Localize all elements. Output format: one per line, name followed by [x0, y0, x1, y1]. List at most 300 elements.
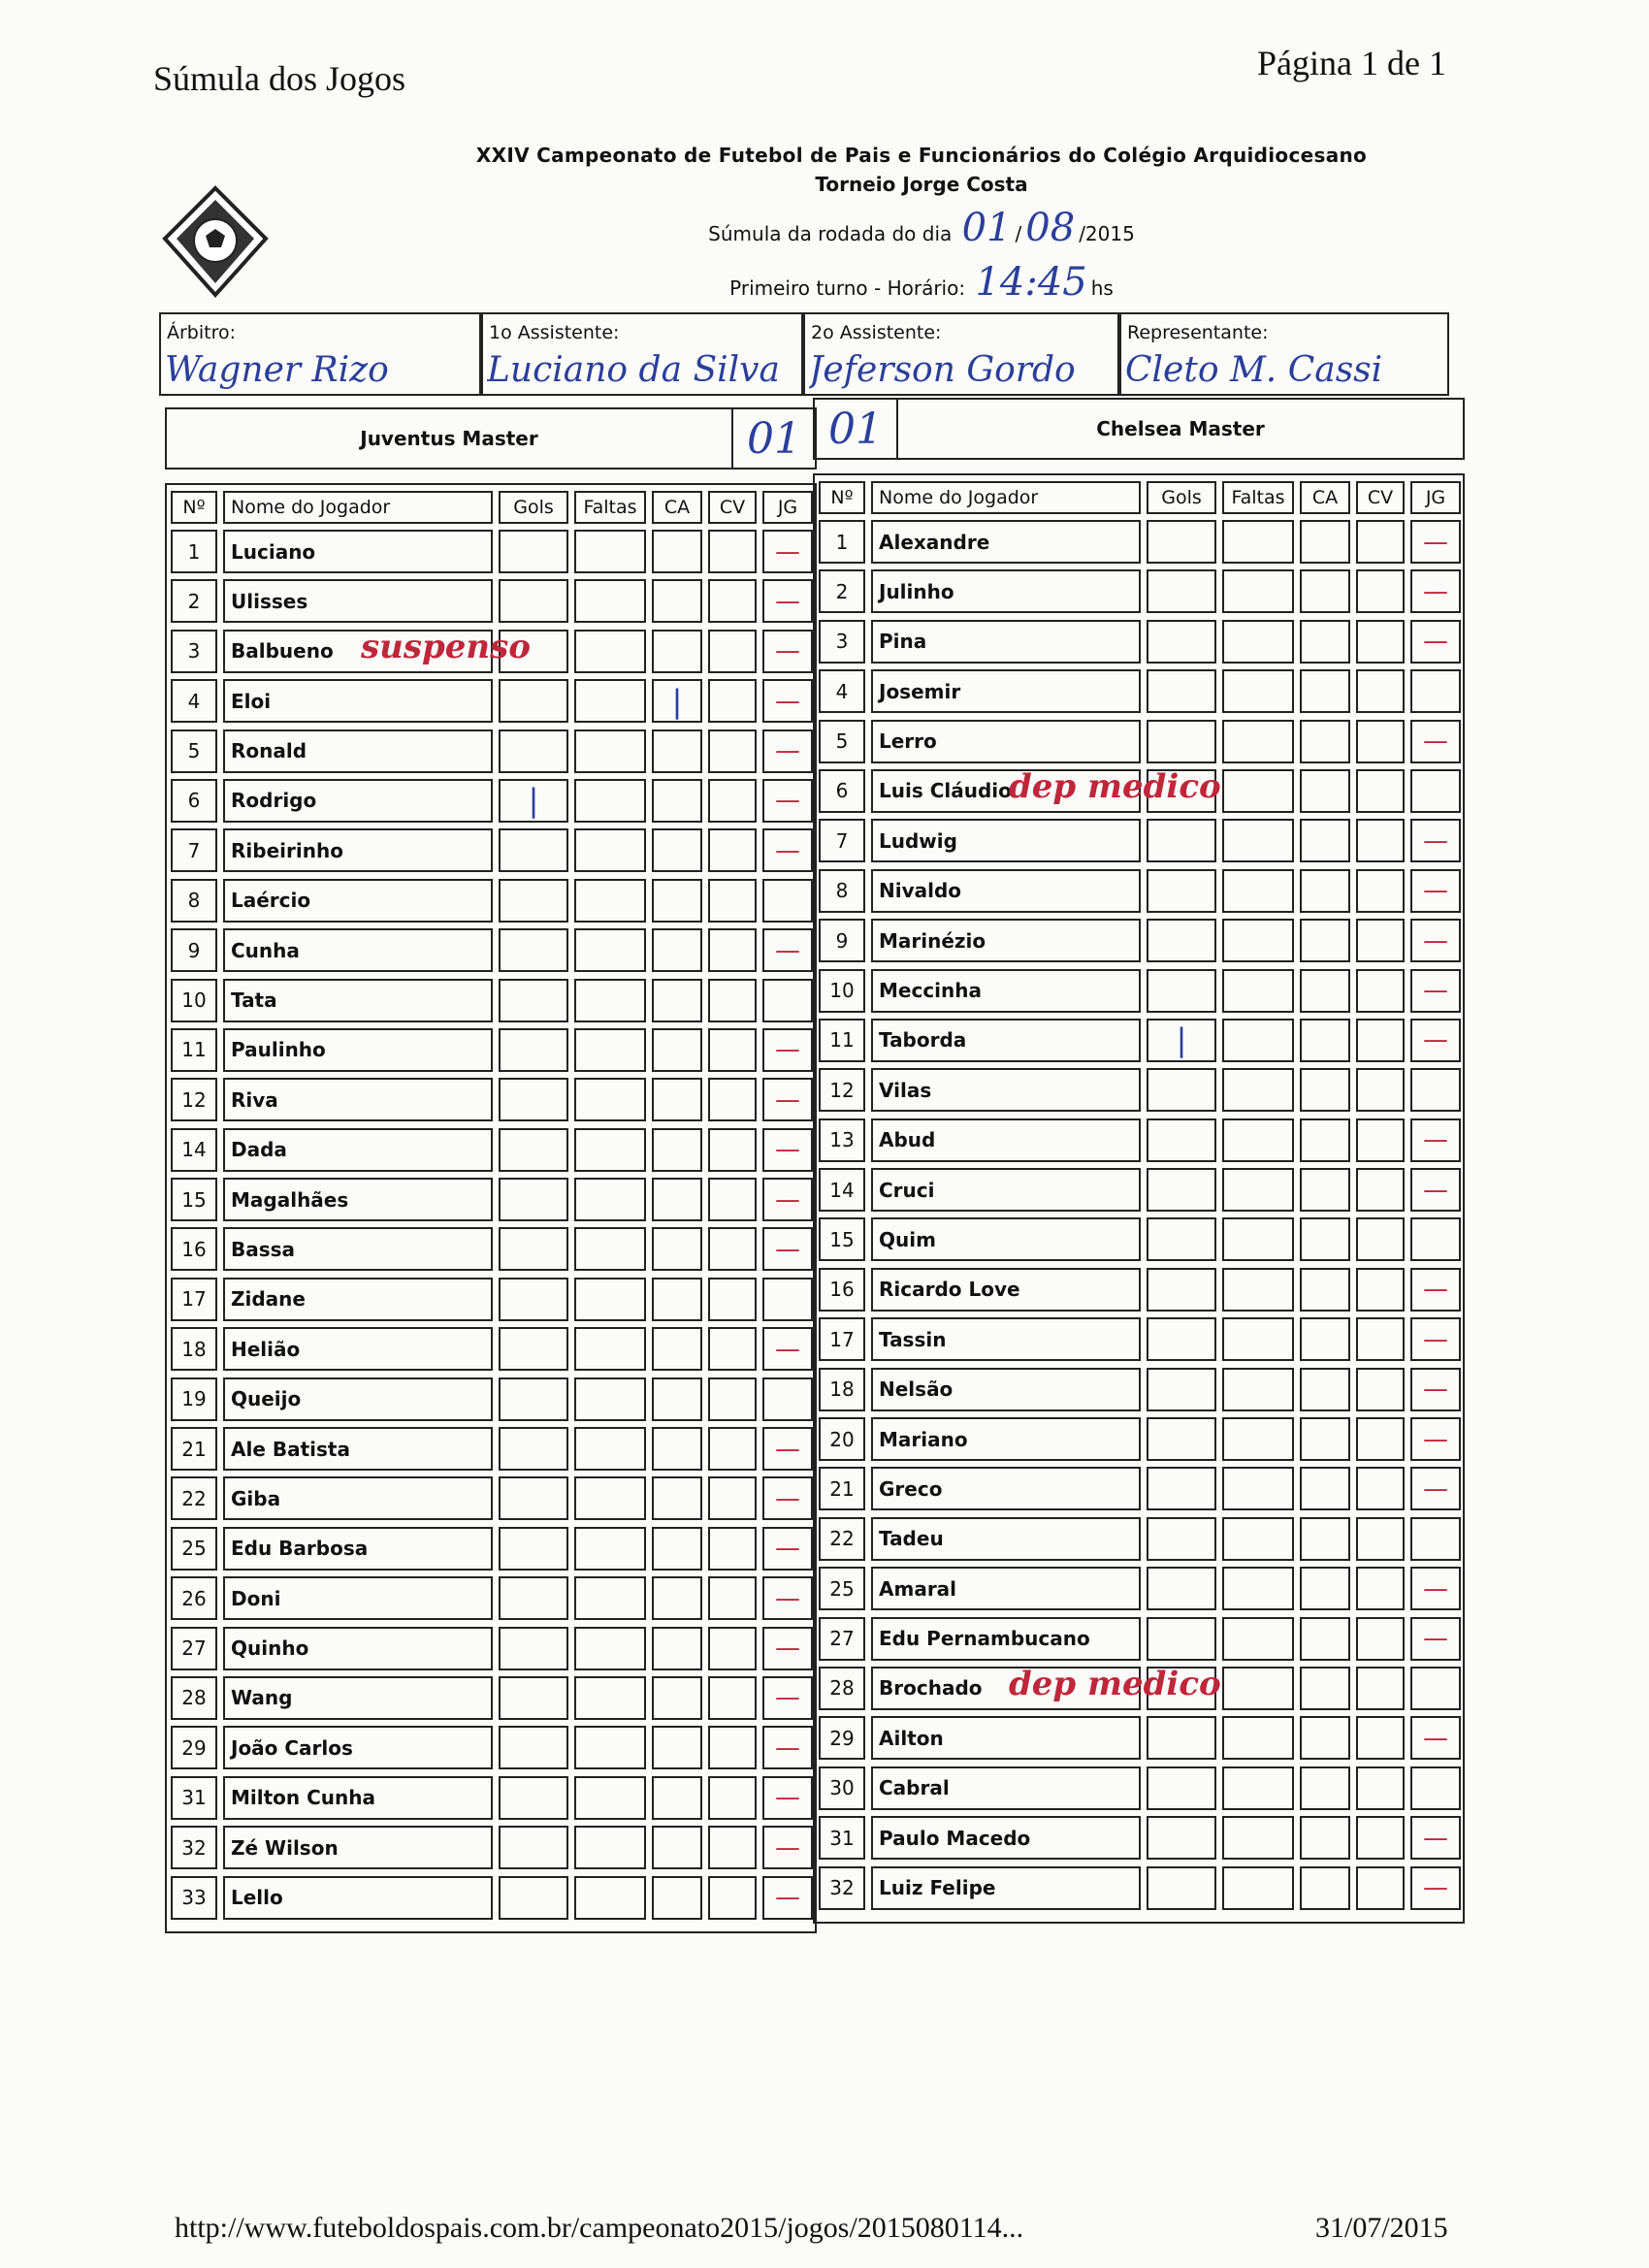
player-number: 10 — [819, 969, 865, 1013]
red-card-cell — [1356, 1667, 1405, 1710]
col-num: Nº — [171, 491, 217, 524]
player-name: Taborda — [871, 1019, 1141, 1062]
player-row — [171, 1876, 811, 1920]
yellow-card-cell — [652, 630, 702, 673]
player-number: 28 — [171, 1676, 217, 1720]
fouls-cell — [574, 1178, 646, 1221]
player-name: Zé Wilson — [223, 1826, 493, 1869]
yellow-card-cell — [652, 1178, 702, 1221]
col-fouls: Faltas — [1222, 481, 1294, 514]
goals-cell — [499, 679, 568, 723]
played-cell — [1410, 769, 1461, 813]
player-number: 25 — [171, 1527, 217, 1571]
goals-cell — [499, 579, 568, 623]
player-row — [171, 779, 811, 823]
fouls-cell — [574, 1826, 646, 1869]
player-row — [819, 1816, 1459, 1860]
fouls-cell — [1222, 1866, 1294, 1910]
player-number: 29 — [819, 1716, 865, 1760]
player-row — [819, 1467, 1459, 1510]
player-row — [819, 919, 1459, 962]
yellow-card-cell — [1300, 1118, 1350, 1162]
player-number: 7 — [819, 819, 865, 862]
representative-name: Cleto M. Cassi — [1125, 350, 1383, 390]
goals-cell — [1147, 819, 1216, 862]
yellow-card-cell — [1300, 1716, 1350, 1760]
fouls-cell — [574, 1227, 646, 1271]
yellow-card-cell — [652, 1627, 702, 1670]
red-card-cell — [1356, 520, 1405, 564]
player-number: 31 — [819, 1816, 865, 1860]
fouls-cell — [574, 879, 646, 923]
player-name: Ricardo Love — [871, 1268, 1141, 1312]
officials-row — [159, 312, 1449, 396]
fouls-cell — [1222, 1168, 1294, 1212]
player-name: Abud — [871, 1118, 1141, 1162]
fouls-cell — [1222, 1118, 1294, 1162]
column-headers — [819, 481, 1459, 514]
referee-label: Árbitro: — [167, 322, 237, 343]
fouls-cell — [574, 679, 646, 723]
red-card-cell — [708, 1527, 757, 1571]
fouls-cell — [1222, 620, 1294, 664]
player-row — [171, 1278, 811, 1321]
red-card-cell — [1356, 1268, 1405, 1312]
fouls-cell — [574, 1676, 646, 1720]
played-cell: — — [1410, 969, 1461, 1013]
player-number: 19 — [171, 1377, 217, 1421]
goals-cell — [499, 1576, 568, 1620]
yellow-card-cell — [652, 1876, 702, 1920]
assistant1-box — [481, 312, 803, 396]
fouls-cell — [1222, 1467, 1294, 1510]
red-card-cell — [708, 828, 757, 872]
yellow-card-cell — [652, 1726, 702, 1769]
col-ca: CA — [652, 491, 702, 524]
player-number: 4 — [819, 669, 865, 713]
player-name: Ailton — [871, 1716, 1141, 1760]
time-value: 14:45 — [975, 260, 1087, 305]
player-name: Julinho — [871, 569, 1141, 613]
team-right-header — [813, 398, 1465, 460]
player-row — [171, 729, 811, 773]
played-cell: — — [1410, 819, 1461, 862]
player-name: Tassin — [871, 1317, 1141, 1361]
player-number: 6 — [819, 769, 865, 813]
red-card-cell — [708, 530, 757, 573]
date-line: Súmula da rodada do dia 01 / 08 /2015 — [708, 206, 1135, 250]
red-card-cell — [708, 1876, 757, 1920]
yellow-card-cell — [1300, 769, 1350, 813]
red-card-cell — [1356, 969, 1405, 1013]
red-card-cell — [708, 1377, 757, 1421]
played-cell: — — [762, 1078, 813, 1121]
played-cell: — — [1410, 1567, 1461, 1610]
played-cell — [762, 979, 813, 1022]
played-cell: — — [762, 1527, 813, 1571]
red-card-cell — [708, 979, 757, 1022]
fouls-cell — [574, 779, 646, 823]
goals-cell — [499, 1726, 568, 1769]
player-row — [819, 620, 1459, 664]
played-cell: — — [762, 1178, 813, 1221]
played-cell: — — [762, 1227, 813, 1271]
team-right-score: 01 — [815, 400, 898, 458]
player-row — [171, 1178, 811, 1221]
yellow-card-cell — [652, 1776, 702, 1820]
team-left-score: 01 — [731, 409, 815, 468]
player-name: Ale Batista — [223, 1427, 493, 1471]
player-number: 18 — [819, 1368, 865, 1411]
col-cv: CV — [708, 491, 757, 524]
player-name: Marinézio — [871, 919, 1141, 962]
fouls-cell — [1222, 819, 1294, 862]
player-row — [819, 766, 1459, 813]
player-number: 15 — [171, 1178, 217, 1221]
team-right-panel — [813, 398, 1465, 1924]
player-row — [819, 520, 1459, 564]
player-row — [819, 1168, 1459, 1212]
player-row — [171, 1726, 811, 1769]
col-name: Nome do Jogador — [871, 481, 1141, 514]
player-number: 9 — [819, 919, 865, 962]
date-label: Súmula da rodada do dia — [708, 222, 953, 245]
goals-cell — [1147, 1368, 1216, 1411]
red-card-cell — [1356, 869, 1405, 913]
fouls-cell — [1222, 769, 1294, 813]
player-number: 9 — [171, 928, 217, 972]
date-day: 01 — [961, 206, 1012, 250]
player-row — [171, 1028, 811, 1072]
player-number: 8 — [171, 879, 217, 923]
player-number: 29 — [171, 1726, 217, 1769]
played-cell: — — [1410, 569, 1461, 613]
representative-label: Representante: — [1127, 322, 1269, 343]
player-number: 30 — [819, 1766, 865, 1810]
player-row — [171, 1776, 811, 1820]
played-cell: — — [1410, 869, 1461, 913]
red-card-cell — [708, 779, 757, 823]
player-number: 6 — [171, 779, 217, 823]
fouls-cell — [1222, 569, 1294, 613]
red-card-cell — [708, 1726, 757, 1769]
player-number: 17 — [171, 1278, 217, 1321]
played-cell — [762, 879, 813, 923]
goals-cell — [499, 1676, 568, 1720]
player-name: Quinho — [223, 1627, 493, 1670]
played-cell: — — [762, 1676, 813, 1720]
red-card-cell — [1356, 819, 1405, 862]
red-card-cell — [708, 630, 757, 673]
player-number: 7 — [171, 828, 217, 872]
played-cell: — — [1410, 520, 1461, 564]
handwritten-note: dep medico — [1009, 766, 1221, 806]
goals-cell — [1147, 1217, 1216, 1261]
yellow-card-cell — [1300, 1866, 1350, 1910]
goals-cell — [1147, 720, 1216, 763]
yellow-card-cell — [652, 1527, 702, 1571]
player-row — [171, 1128, 811, 1172]
red-card-cell — [708, 1128, 757, 1172]
yellow-card-cell — [652, 779, 702, 823]
player-number: 3 — [171, 630, 217, 673]
player-name: Balbueno suspenso — [223, 630, 493, 673]
yellow-card-cell — [1300, 1467, 1350, 1510]
player-name: Lello — [223, 1876, 493, 1920]
player-name: Helião — [223, 1327, 493, 1371]
player-name: Luiz Felipe — [871, 1866, 1141, 1910]
player-number: 12 — [171, 1078, 217, 1121]
fouls-cell — [1222, 1217, 1294, 1261]
player-row — [819, 819, 1459, 862]
time-line — [407, 260, 1436, 305]
player-number: 13 — [819, 1118, 865, 1162]
played-cell: — — [1410, 1168, 1461, 1212]
player-number: 14 — [819, 1168, 865, 1212]
fouls-cell — [574, 1278, 646, 1321]
played-cell: — — [762, 1627, 813, 1670]
player-row — [819, 1716, 1459, 1760]
red-card-cell — [708, 1427, 757, 1471]
goals-cell — [1147, 1816, 1216, 1860]
played-cell: — — [762, 1427, 813, 1471]
goals-cell — [1147, 1766, 1216, 1810]
player-row — [171, 1476, 811, 1520]
tournament-title: XXIV Campeonato de Futebol de Pais e Funcionários do Colégio Arquidiocesano — [475, 144, 1368, 167]
player-name: Vilas — [871, 1068, 1141, 1112]
fouls-cell — [1222, 669, 1294, 713]
yellow-card-cell — [1300, 1417, 1350, 1461]
assistant2-label: 2o Assistente: — [811, 322, 942, 343]
yellow-card-cell — [652, 1676, 702, 1720]
red-card-cell — [708, 928, 757, 972]
assistant2-name: Jeferson Gordo — [809, 350, 1076, 390]
played-cell: — — [1410, 1368, 1461, 1411]
goals-cell — [499, 1227, 568, 1271]
yellow-card-cell — [652, 879, 702, 923]
goals-cell — [1147, 1567, 1216, 1610]
player-number: 14 — [171, 1128, 217, 1172]
yellow-card-cell: | — [652, 679, 702, 723]
played-cell: — — [762, 1028, 813, 1072]
player-row — [171, 1227, 811, 1271]
goals-cell — [499, 1377, 568, 1421]
referee-name: Wagner Rizo — [165, 350, 389, 390]
player-name: Cruci — [871, 1168, 1141, 1212]
yellow-card-cell — [652, 530, 702, 573]
goals-cell — [1147, 1168, 1216, 1212]
player-name: Queijo — [223, 1377, 493, 1421]
player-number: 33 — [171, 1876, 217, 1920]
fouls-cell — [574, 729, 646, 773]
team-right-roster — [813, 473, 1465, 1924]
yellow-card-cell — [1300, 1317, 1350, 1361]
goals-cell — [499, 1527, 568, 1571]
played-cell: — — [1410, 1617, 1461, 1661]
player-number: 2 — [171, 579, 217, 623]
player-number: 21 — [819, 1467, 865, 1510]
goals-cell — [1147, 569, 1216, 613]
player-name: Wang — [223, 1676, 493, 1720]
fouls-cell — [574, 1627, 646, 1670]
player-name: Edu Barbosa — [223, 1527, 493, 1571]
goals-cell — [499, 928, 568, 972]
yellow-card-cell — [1300, 1766, 1350, 1810]
fouls-cell — [1222, 1667, 1294, 1710]
goals-cell — [499, 1627, 568, 1670]
player-name: Riva — [223, 1078, 493, 1121]
player-number: 15 — [819, 1217, 865, 1261]
yellow-card-cell — [652, 1028, 702, 1072]
red-card-cell — [1356, 1567, 1405, 1610]
fouls-cell — [1222, 1417, 1294, 1461]
fouls-cell — [574, 928, 646, 972]
handwritten-note: suspenso — [361, 627, 531, 666]
yellow-card-cell — [1300, 1567, 1350, 1610]
goals-cell — [1147, 869, 1216, 913]
goals-cell — [499, 1278, 568, 1321]
red-card-cell — [1356, 1368, 1405, 1411]
player-number: 31 — [171, 1776, 217, 1820]
player-row — [171, 679, 811, 723]
yellow-card-cell — [1300, 520, 1350, 564]
player-number: 3 — [819, 620, 865, 664]
player-row — [171, 1427, 811, 1471]
red-card-cell — [708, 1627, 757, 1670]
red-card-cell — [708, 1327, 757, 1371]
player-name: Alexandre — [871, 520, 1141, 564]
goals-cell — [499, 1028, 568, 1072]
yellow-card-cell — [652, 928, 702, 972]
player-row — [819, 1217, 1459, 1261]
player-name: Paulinho — [223, 1028, 493, 1072]
played-cell: — — [1410, 620, 1461, 664]
footer-date: 31/07/2015 — [1315, 2212, 1448, 2244]
yellow-card-cell — [1300, 1019, 1350, 1062]
yellow-card-cell — [1300, 819, 1350, 862]
yellow-card-cell — [1300, 669, 1350, 713]
goals-cell — [1147, 969, 1216, 1013]
played-cell: — — [762, 1128, 813, 1172]
played-cell: — — [762, 630, 813, 673]
player-row — [819, 1517, 1459, 1561]
yellow-card-cell — [652, 1427, 702, 1471]
player-number: 11 — [171, 1028, 217, 1072]
goals-cell — [1147, 1417, 1216, 1461]
player-row — [819, 1417, 1459, 1461]
played-cell: — — [762, 1576, 813, 1620]
player-number: 20 — [819, 1417, 865, 1461]
yellow-card-cell — [652, 1078, 702, 1121]
player-row — [819, 1068, 1459, 1112]
player-number: 1 — [819, 520, 865, 564]
yellow-card-cell — [1300, 1217, 1350, 1261]
goals-cell — [499, 828, 568, 872]
player-name: Ronald — [223, 729, 493, 773]
player-row — [819, 1019, 1459, 1062]
goals-cell — [499, 1876, 568, 1920]
yellow-card-cell — [652, 979, 702, 1022]
goals-cell — [499, 1826, 568, 1869]
goals-cell — [1147, 1617, 1216, 1661]
played-cell: — — [762, 1726, 813, 1769]
yellow-card-cell — [652, 1476, 702, 1520]
red-card-cell — [1356, 1716, 1405, 1760]
fouls-cell — [574, 1078, 646, 1121]
red-card-cell — [708, 1028, 757, 1072]
fouls-cell — [1222, 1766, 1294, 1810]
red-card-cell — [1356, 669, 1405, 713]
player-name: Brochado dep medico — [871, 1667, 1141, 1710]
fouls-cell — [1222, 919, 1294, 962]
red-card-cell — [1356, 1467, 1405, 1510]
player-number: 2 — [819, 569, 865, 613]
goals-cell — [499, 530, 568, 573]
player-name: Dada — [223, 1128, 493, 1172]
tournament-subtitle: Torneio Jorge Costa — [815, 173, 1028, 196]
goals-cell — [1147, 1118, 1216, 1162]
player-row — [819, 569, 1459, 613]
goals-cell — [499, 1427, 568, 1471]
player-number: 1 — [171, 530, 217, 573]
fouls-cell — [1222, 720, 1294, 763]
goals-cell — [499, 1776, 568, 1820]
player-name: Paulo Macedo — [871, 1816, 1141, 1860]
player-number: 27 — [819, 1617, 865, 1661]
played-cell: — — [762, 1327, 813, 1371]
player-row — [819, 1118, 1459, 1162]
red-card-cell — [708, 879, 757, 923]
player-row — [171, 530, 811, 573]
red-card-cell — [1356, 1068, 1405, 1112]
goals-cell — [1147, 1317, 1216, 1361]
assistant2-box — [803, 312, 1119, 396]
date-year: /2015 — [1079, 222, 1135, 245]
player-name: Cabral — [871, 1766, 1141, 1810]
goals-cell — [499, 1128, 568, 1172]
player-name: Ludwig — [871, 819, 1141, 862]
red-card-cell — [1356, 1617, 1405, 1661]
player-name: Doni — [223, 1576, 493, 1620]
played-cell: — — [762, 828, 813, 872]
handwritten-note: dep medico — [1009, 1664, 1221, 1703]
red-card-cell — [708, 1227, 757, 1271]
player-number: 27 — [171, 1627, 217, 1670]
player-row — [819, 869, 1459, 913]
red-card-cell — [1356, 1217, 1405, 1261]
col-name: Nome do Jogador — [223, 491, 493, 524]
player-name: Edu Pernambucano — [871, 1617, 1141, 1661]
fouls-cell — [574, 1427, 646, 1471]
played-cell: — — [762, 729, 813, 773]
player-number: 32 — [171, 1826, 217, 1869]
played-cell: — — [1410, 1268, 1461, 1312]
played-cell: — — [762, 1476, 813, 1520]
player-name: João Carlos — [223, 1726, 493, 1769]
fouls-cell — [574, 828, 646, 872]
player-row — [819, 1567, 1459, 1610]
yellow-card-cell — [1300, 869, 1350, 913]
player-number: 12 — [819, 1068, 865, 1112]
fouls-cell — [1222, 1368, 1294, 1411]
col-ca: CA — [1300, 481, 1350, 514]
played-cell — [1410, 1667, 1461, 1710]
player-number: 25 — [819, 1567, 865, 1610]
player-row — [819, 1368, 1459, 1411]
fouls-cell — [1222, 1019, 1294, 1062]
team-left-name: Juventus Master — [360, 427, 538, 450]
team-left-header — [165, 407, 817, 470]
